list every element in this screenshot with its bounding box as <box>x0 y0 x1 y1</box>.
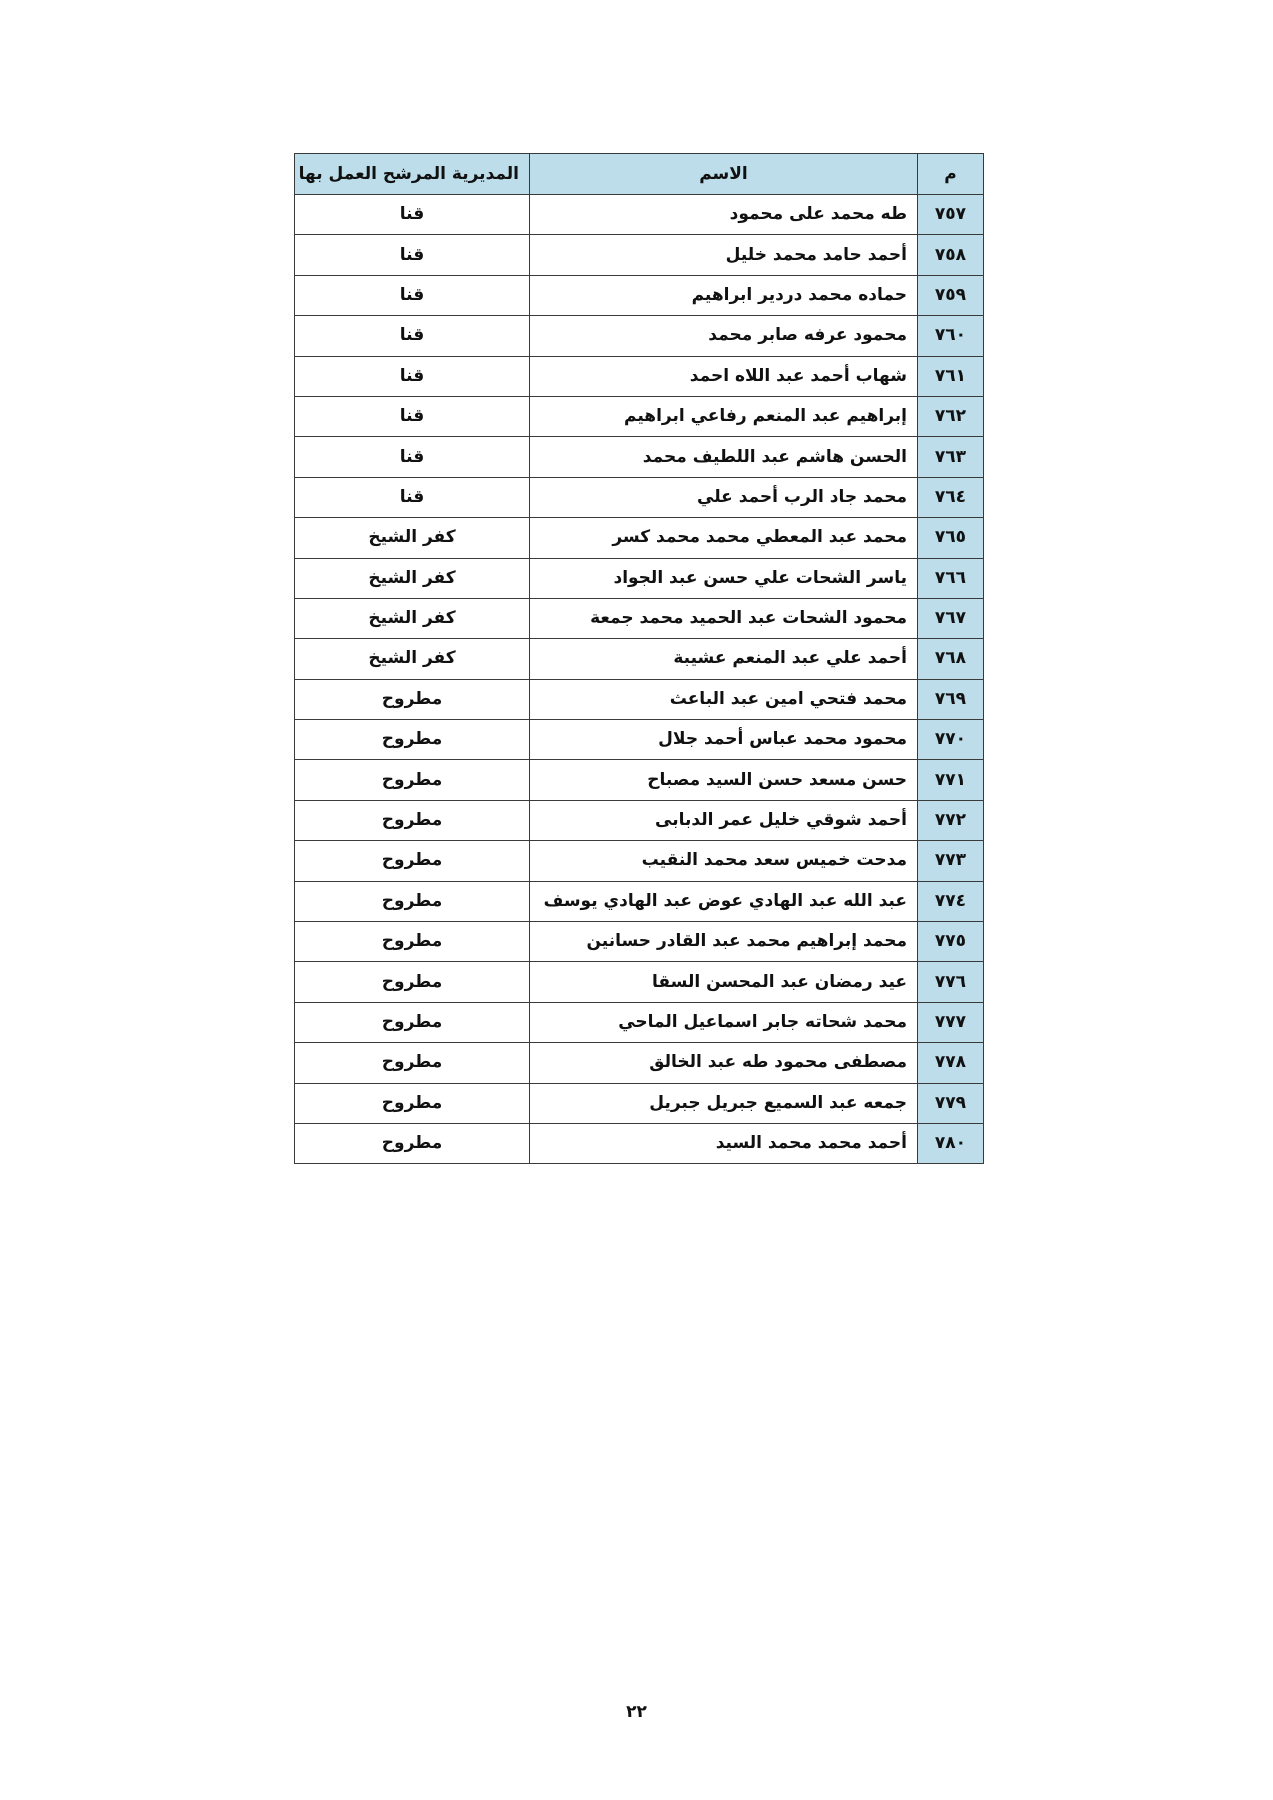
row-directorate: مطروح <box>295 679 530 719</box>
row-name: محمود عرفه صابر محمد <box>530 316 918 356</box>
row-directorate: قنا <box>295 396 530 436</box>
row-directorate: مطروح <box>295 1002 530 1042</box>
row-number: ٧٦٧ <box>918 598 984 638</box>
row-number: ٧٦٢ <box>918 396 984 436</box>
table-row <box>295 316 984 356</box>
row-directorate: مطروح <box>295 760 530 800</box>
table-row <box>295 518 984 558</box>
row-number: ٧٦٩ <box>918 679 984 719</box>
table-row <box>295 922 984 962</box>
row-name: محمد شحاته جابر اسماعيل الماحي <box>530 1002 918 1042</box>
row-number: ٧٥٨ <box>918 235 984 275</box>
header-directorate: المديرية المرشح العمل بها <box>295 154 530 195</box>
row-number: ٧٧٥ <box>918 922 984 962</box>
row-number: ٧٦٨ <box>918 639 984 679</box>
row-directorate: كفر الشيخ <box>295 639 530 679</box>
table-row <box>295 195 984 235</box>
table-row <box>295 1123 984 1163</box>
row-number: ٧٧٢ <box>918 800 984 840</box>
row-number: ٧٥٧ <box>918 195 984 235</box>
table-row <box>295 962 984 1002</box>
row-name: مدحت خميس سعد محمد النقيب <box>530 841 918 881</box>
row-name: محمد عبد المعطي محمد محمد كسر <box>530 518 918 558</box>
table-row <box>295 437 984 477</box>
row-number: ٧٧٧ <box>918 1002 984 1042</box>
row-number: ٧٧٤ <box>918 881 984 921</box>
row-name: ياسر الشحات علي حسن عبد الجواد <box>530 558 918 598</box>
row-directorate: مطروح <box>295 962 530 1002</box>
table-row <box>295 1043 984 1083</box>
row-name: عبد الله عبد الهادي عوض عبد الهادي يوسف <box>530 881 918 921</box>
row-number: ٧٧٣ <box>918 841 984 881</box>
row-name: حسن مسعد حسن السيد مصباح <box>530 760 918 800</box>
row-number: ٧٦٣ <box>918 437 984 477</box>
row-name: محمد إبراهيم محمد عبد القادر حسانين <box>530 922 918 962</box>
row-name: طه محمد على محمود <box>530 195 918 235</box>
row-directorate: مطروح <box>295 800 530 840</box>
candidates-table <box>294 153 984 1164</box>
row-directorate: مطروح <box>295 1083 530 1123</box>
row-number: ٧٧٠ <box>918 720 984 760</box>
row-name: أحمد محمد محمد السيد <box>530 1123 918 1163</box>
table-row <box>295 720 984 760</box>
table-row <box>295 598 984 638</box>
row-name: شهاب أحمد عبد اللاه احمد <box>530 356 918 396</box>
row-name: مصطفى محمود طه عبد الخالق <box>530 1043 918 1083</box>
row-name: محمد فتحي امين عبد الباعث <box>530 679 918 719</box>
table-row <box>295 800 984 840</box>
table-row <box>295 1083 984 1123</box>
row-number: ٧٦١ <box>918 356 984 396</box>
row-directorate: قنا <box>295 235 530 275</box>
row-name: محمود محمد عباس أحمد جلال <box>530 720 918 760</box>
table-row <box>295 558 984 598</box>
table-row <box>295 477 984 517</box>
row-number: ٧٦٥ <box>918 518 984 558</box>
row-number: ٧٧٩ <box>918 1083 984 1123</box>
header-name: الاسم <box>530 154 918 195</box>
row-directorate: قنا <box>295 316 530 356</box>
row-name: أحمد شوقي خليل عمر الدبابى <box>530 800 918 840</box>
row-name: محمود الشحات عبد الحميد محمد جمعة <box>530 598 918 638</box>
row-directorate: قنا <box>295 437 530 477</box>
table-row <box>295 760 984 800</box>
row-number: ٧٦٦ <box>918 558 984 598</box>
table-row <box>295 679 984 719</box>
row-directorate: مطروح <box>295 1123 530 1163</box>
row-number: ٧٨٠ <box>918 1123 984 1163</box>
row-number: ٧٧٦ <box>918 962 984 1002</box>
row-directorate: كفر الشيخ <box>295 518 530 558</box>
row-directorate: مطروح <box>295 1043 530 1083</box>
table-header-row <box>295 154 984 195</box>
row-name: إبراهيم عبد المنعم رفاعي ابراهيم <box>530 396 918 436</box>
table-row <box>295 881 984 921</box>
roster-sheet <box>294 153 983 1164</box>
row-number: ٧٥٩ <box>918 275 984 315</box>
row-directorate: مطروح <box>295 841 530 881</box>
row-name: محمد جاد الرب أحمد علي <box>530 477 918 517</box>
row-name: عيد رمضان عبد المحسن السقا <box>530 962 918 1002</box>
header-number: م <box>918 154 984 195</box>
row-number: ٧٦٠ <box>918 316 984 356</box>
row-directorate: قنا <box>295 477 530 517</box>
row-directorate: كفر الشيخ <box>295 558 530 598</box>
row-directorate: مطروح <box>295 922 530 962</box>
row-directorate: قنا <box>295 195 530 235</box>
row-directorate: قنا <box>295 275 530 315</box>
table-body <box>295 195 984 1164</box>
row-number: ٧٧٨ <box>918 1043 984 1083</box>
table-row <box>295 841 984 881</box>
table-row <box>295 396 984 436</box>
table-row <box>295 639 984 679</box>
row-name: جمعه عبد السميع جبريل جبريل <box>530 1083 918 1123</box>
row-name: حماده محمد دردير ابراهيم <box>530 275 918 315</box>
page-number: ٢٢ <box>626 1702 647 1722</box>
table-row <box>295 235 984 275</box>
row-directorate: مطروح <box>295 881 530 921</box>
row-directorate: قنا <box>295 356 530 396</box>
table-row <box>295 1002 984 1042</box>
row-name: الحسن هاشم عبد اللطيف محمد <box>530 437 918 477</box>
row-name: أحمد علي عبد المنعم عشيبة <box>530 639 918 679</box>
table-row <box>295 275 984 315</box>
table-row <box>295 356 984 396</box>
row-directorate: كفر الشيخ <box>295 598 530 638</box>
row-number: ٧٦٤ <box>918 477 984 517</box>
row-directorate: مطروح <box>295 720 530 760</box>
row-name: أحمد حامد محمد خليل <box>530 235 918 275</box>
row-number: ٧٧١ <box>918 760 984 800</box>
